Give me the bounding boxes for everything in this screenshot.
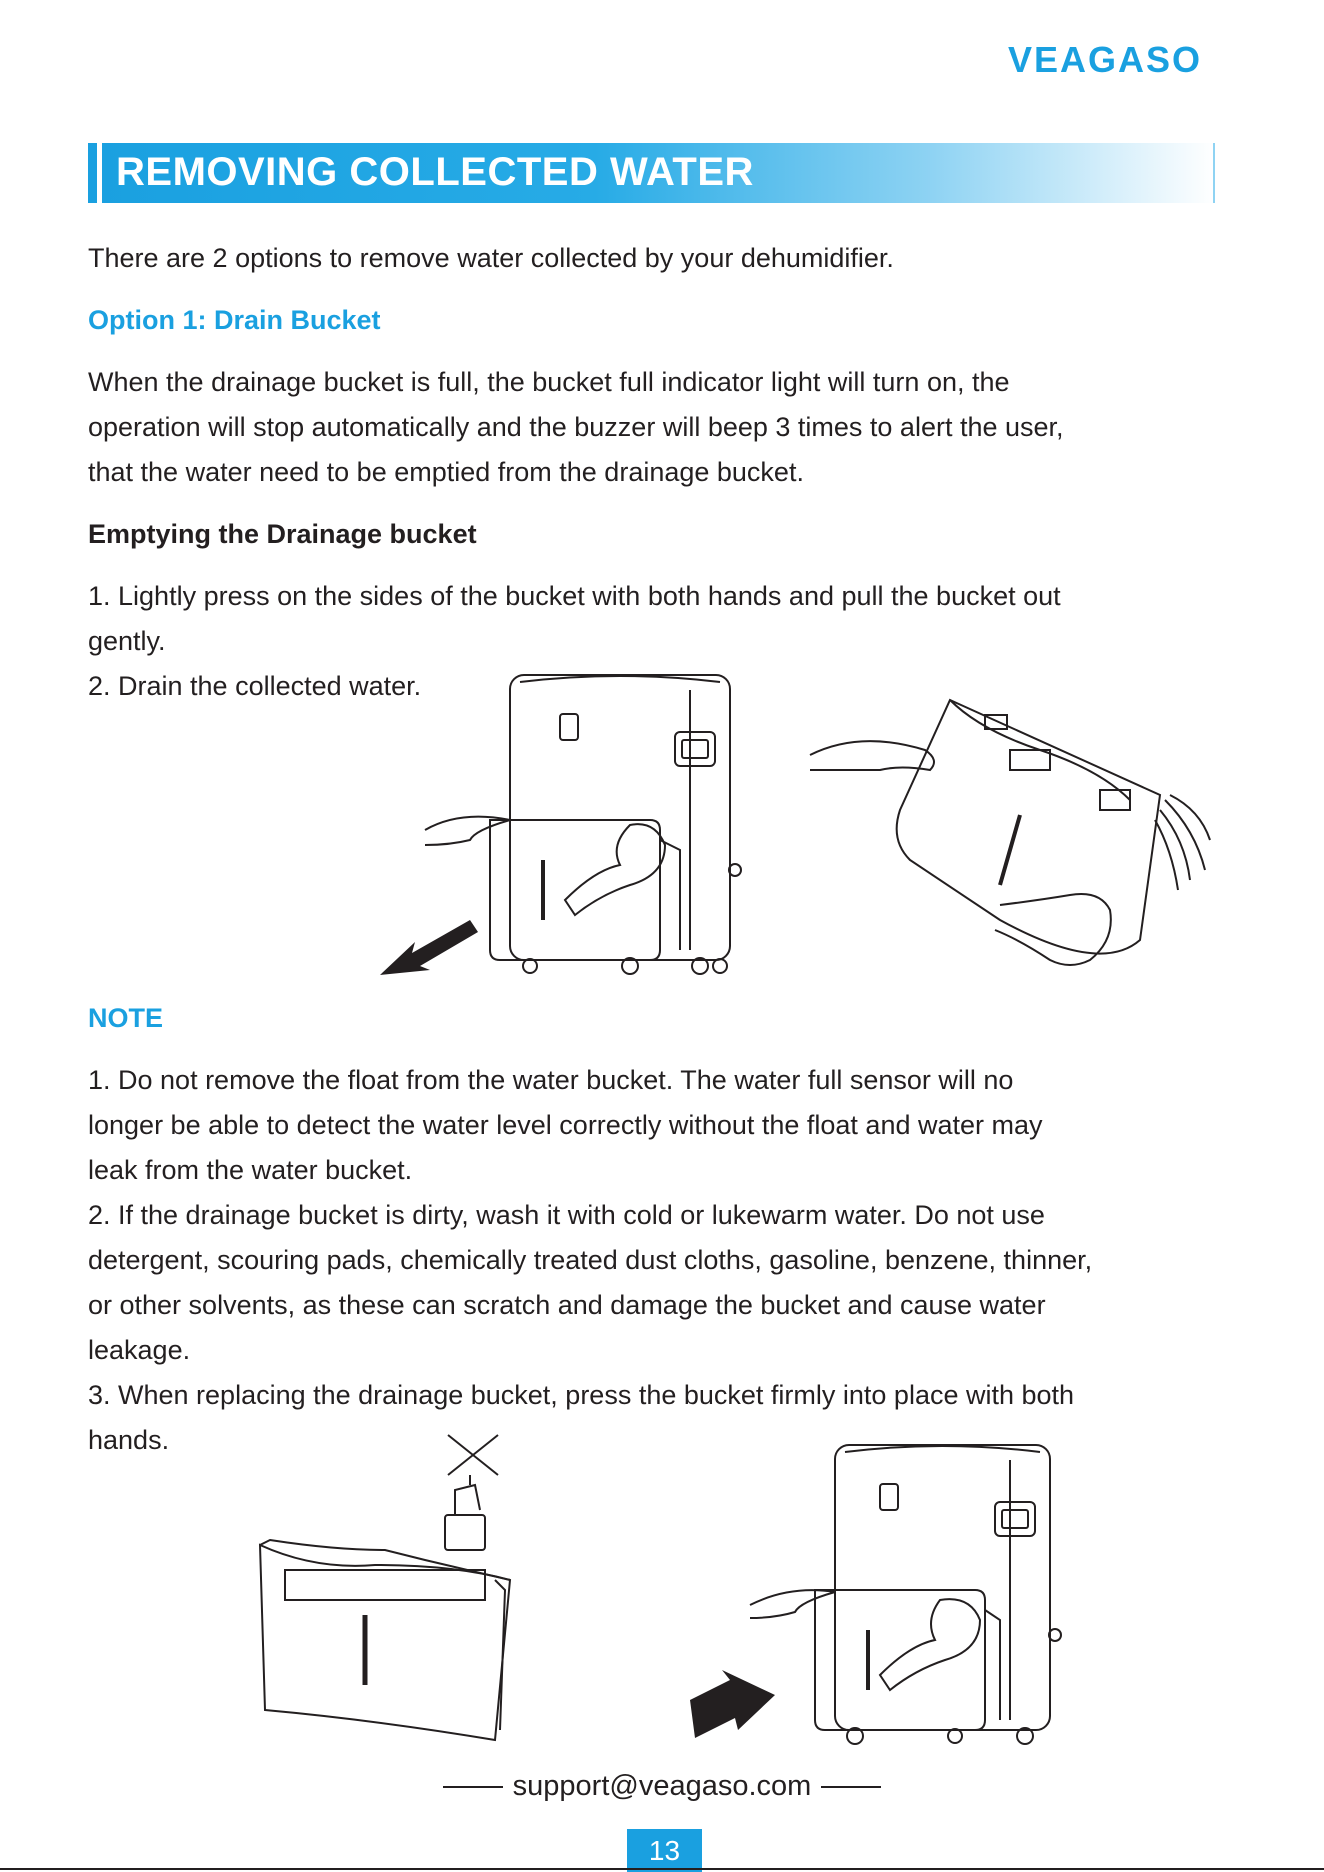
emptying-step-1: 1. Lightly press on the sides of the bucket with both hands and pull the bucket out — [88, 581, 1061, 611]
note-line-6: or other solvents, as these can scratch and damage the bucket and cause water — [88, 1290, 1046, 1320]
replace-bucket-illustration — [690, 1440, 1070, 1760]
note-line-1: 1. Do not remove the float from the water bucket. The water full sensor will no — [88, 1065, 1014, 1095]
pull-bucket-illustration — [380, 670, 760, 990]
emptying-step-1-cont: gently. — [88, 626, 166, 656]
footer-email-line — [0, 1766, 1324, 1806]
note-line-5: detergent, scouring pads, chemically treated dust cloths, gasoline, benzene, thinner, — [88, 1245, 1093, 1275]
note-heading: NOTE — [88, 1003, 164, 1033]
svg-text:VEAGASO: VEAGASO — [1008, 42, 1203, 76]
section-title-bar — [88, 143, 1215, 203]
support-email: support@veagaso.com — [512, 1770, 812, 1802]
bottom-rule — [0, 1868, 1324, 1870]
veagaso-logo — [1008, 42, 1264, 76]
option1-line-3: that the water need to be emptied from the drainage bucket. — [88, 457, 804, 487]
intro-text: There are 2 options to remove water collected by your dehumidifier. — [88, 243, 894, 273]
note-line-7: leakage. — [88, 1335, 191, 1365]
section-title: REMOVING COLLECTED WATER — [116, 150, 754, 194]
option1-heading: Option 1: Drain Bucket — [88, 305, 381, 335]
note-line-8: 3. When replacing the drainage bucket, press the bucket firmly into place with both — [88, 1380, 1075, 1410]
note-line-3: leak from the water bucket. — [88, 1155, 413, 1185]
note-line-9: hands. — [88, 1425, 170, 1455]
drain-water-illustration — [800, 690, 1220, 990]
emptying-heading: Emptying the Drainage bucket — [88, 519, 477, 549]
bucket-float-illustration — [255, 1430, 535, 1750]
note-line-2: longer be able to detect the water level correctly without the float and water may — [88, 1110, 1043, 1140]
note-line-4: 2. If the drainage bucket is dirty, wash it with cold or lukewarm water. Do not use — [88, 1200, 1045, 1230]
option1-line-1: When the drainage bucket is full, the bucket full indicator light will turn on, the — [88, 367, 1010, 397]
option1-line-2: operation will stop automatically and the buzzer will beep 3 times to alert the user, — [88, 412, 1064, 442]
emptying-step-2: 2. Drain the collected water. — [88, 671, 422, 701]
page-number: 13 — [627, 1829, 702, 1872]
